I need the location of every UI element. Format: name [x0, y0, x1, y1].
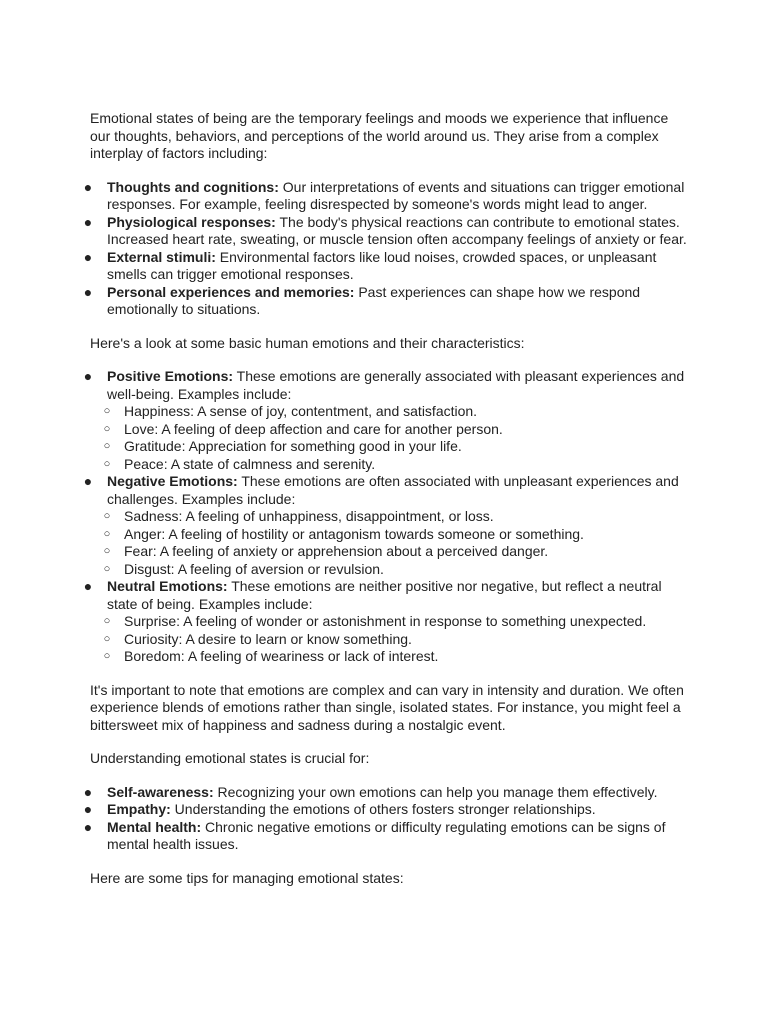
- circle-bullet-icon: ○: [103, 457, 111, 470]
- list-item-text: These emotions are neither positive nor negative, but reflect a neutral state of being. Examples include:: [107, 578, 662, 612]
- sub-list-item-text: Boredom: A feeling of weariness or lack of interest.: [124, 648, 439, 664]
- emotions-list: [83, 368, 690, 666]
- sub-list-item: [103, 543, 690, 561]
- bullet-icon: ●: [83, 473, 93, 489]
- sub-list-item-text: Peace: A state of calmness and serenity.: [124, 455, 376, 472]
- circle-bullet-icon: ○: [103, 510, 111, 522]
- sub-list-item-text: Happiness: A sense of joy, contentment, and satisfaction.: [124, 403, 478, 419]
- tips-intro-paragraph: Here are some tips for managing emotional states:: [90, 869, 404, 886]
- bullet-icon: ●: [83, 801, 93, 817]
- circle-bullet-icon: ○: [103, 422, 111, 435]
- circle-bullet-icon: ○: [103, 632, 111, 645]
- factors-list: [83, 178, 690, 319]
- list-item-term: Thoughts and cognitions:: [107, 178, 279, 195]
- list-item-text: Recognizing your own emotions can help you manage them effectively.: [213, 783, 658, 800]
- list-item: [83, 783, 690, 802]
- bullet-icon: ●: [83, 578, 93, 594]
- examples-list: [103, 403, 690, 473]
- circle-bullet-icon: ○: [103, 440, 111, 452]
- circle-bullet-icon: ○: [103, 527, 111, 540]
- list-item-text: Our interpretations of events and situations can trigger emotional responses. For example, feeling disrespected by someone's words might lead to anger.: [107, 178, 685, 212]
- list-item-text: The body's physical reactions can contribute to emotional states. Increased heart rate, sweating, or muscle tension often accompany feelings of anxiety or fear.: [107, 213, 687, 247]
- sub-list-item-text: Anger: A feeling of hostility or antagonism towards someone or something.: [124, 525, 584, 542]
- list-item: [83, 473, 690, 578]
- list-item-text: Environmental factors like loud noises, crowded spaces, or unpleasant smells can trigger emotional responses.: [107, 248, 657, 282]
- sub-list-item-text: Gratitude: Appreciation for something good in your life.: [124, 438, 462, 454]
- examples-list: [103, 508, 690, 578]
- examples-list: [103, 613, 690, 666]
- list-item: [83, 801, 690, 819]
- circle-bullet-icon: ○: [103, 545, 111, 557]
- bullet-icon: ●: [83, 213, 93, 230]
- sub-list-item-text: Curiosity: A desire to learn or know something.: [124, 630, 412, 647]
- list-item-text: Chronic negative emotions or difficulty regulating emotions can be signs of mental health issues.: [107, 818, 666, 852]
- list-item-term: External stimuli:: [107, 248, 216, 265]
- sub-list-item-text: Sadness: A feeling of unhappiness, disappointment, or loss.: [124, 508, 494, 524]
- note-paragraph: It's important to note that emotions are complex and can vary in intensity and duration. We often experience blends of emotions rather than single, isolated states. For instance, you might feel a bittersweet mix of happiness and sadness during a nostalgic event.: [90, 681, 684, 733]
- emotions-intro-paragraph: Here's a look at some basic human emotions and their characteristics:: [90, 334, 525, 351]
- list-item-text: Past experiences can shape how we respond emotionally to situations.: [107, 283, 641, 317]
- sub-list-item: [103, 438, 690, 456]
- sub-list-item: [103, 420, 690, 439]
- circle-bullet-icon: ○: [103, 650, 111, 662]
- sub-list-item: [103, 560, 690, 579]
- bullet-icon: ●: [83, 818, 93, 835]
- circle-bullet-icon: ○: [103, 615, 111, 627]
- list-item-term: Negative Emotions:: [107, 473, 238, 489]
- intro-paragraph: Emotional states of being are the temporary feelings and moods we experience that influence our thoughts, behaviors, and perceptions of the world around us. They arise from a complex interplay of factors including:: [90, 110, 669, 161]
- sub-list-item: [103, 508, 690, 526]
- sub-list-item: [103, 455, 690, 474]
- understanding-intro-paragraph: Understanding emotional states is crucial for:: [90, 750, 370, 766]
- sub-list-item-text: Fear: A feeling of anxiety or apprehension about a perceived danger.: [124, 543, 549, 559]
- list-item-term: Physiological responses:: [107, 213, 276, 230]
- sub-list-item: [103, 648, 690, 666]
- list-item-term: Self-awareness:: [107, 783, 214, 800]
- bullet-icon: ●: [83, 178, 93, 195]
- list-item-term: Personal experiences and memories:: [107, 283, 355, 300]
- list-item: [83, 283, 690, 319]
- sub-list-item: [103, 403, 690, 421]
- list-item-term: Neutral Emotions:: [107, 578, 228, 594]
- sub-list-item-text: Love: A feeling of deep affection and care for another person.: [124, 420, 503, 437]
- list-item-text: These emotions are often associated with unpleasant experiences and challenges. Examples include:: [107, 473, 679, 507]
- list-item-term: Mental health:: [107, 818, 202, 835]
- benefits-list: [83, 783, 690, 854]
- list-item: [83, 213, 690, 249]
- sub-list-item: [103, 525, 690, 544]
- circle-bullet-icon: ○: [103, 562, 111, 575]
- list-item: [83, 578, 690, 666]
- bullet-icon: ●: [83, 783, 93, 800]
- sub-list-item-text: Disgust: A feeling of aversion or revulsion.: [124, 560, 384, 577]
- document-body: [83, 110, 690, 887]
- bullet-icon: ●: [83, 283, 93, 300]
- list-item-text: Understanding the emotions of others fosters stronger relationships.: [170, 801, 596, 817]
- sub-list-item-text: Surprise: A feeling of wonder or astonishment in response to something unexpected.: [124, 613, 647, 629]
- sub-list-item: [103, 630, 690, 649]
- list-item-term: Empathy:: [107, 801, 171, 817]
- list-item: [83, 368, 690, 473]
- circle-bullet-icon: ○: [103, 405, 111, 417]
- list-item: [83, 178, 690, 214]
- list-item-term: Positive Emotions:: [107, 368, 234, 384]
- bullet-icon: ●: [83, 368, 93, 384]
- list-item: [83, 248, 690, 284]
- list-item: [83, 818, 690, 854]
- list-item-text: These emotions are generally associated with pleasant experiences and well-being. Examples include:: [107, 368, 685, 402]
- bullet-icon: ●: [83, 248, 93, 265]
- sub-list-item: [103, 613, 690, 631]
